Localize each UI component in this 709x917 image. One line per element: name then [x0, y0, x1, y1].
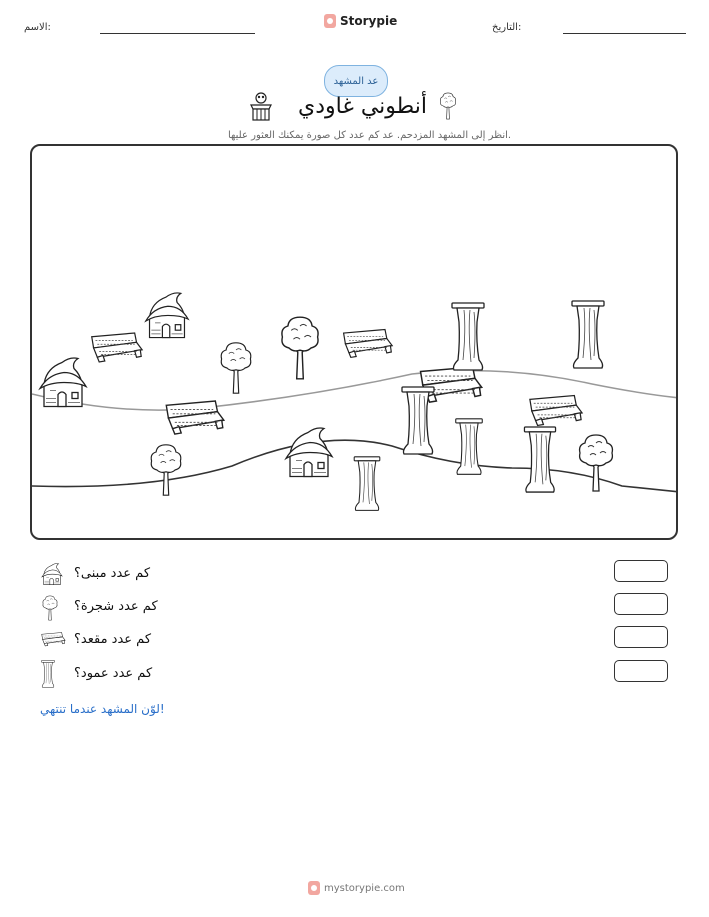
house-3	[286, 428, 332, 477]
question-4-column-icon	[40, 660, 56, 688]
column-4	[456, 419, 483, 475]
scene-count-badge: عد المشهد	[324, 65, 388, 97]
fountain-skull-icon	[249, 92, 273, 122]
name-label: الاسم:	[24, 22, 51, 33]
question-2-answer-box[interactable]	[614, 593, 668, 615]
bench-3	[166, 401, 224, 434]
tree-4	[580, 435, 613, 491]
bench-5	[530, 396, 582, 426]
brand-name: Storypie	[340, 14, 398, 28]
instructions-text: انظر إلى المشهد المزدحم. عد كم عدد كل صورة يمكنك العثور عليها.	[228, 130, 512, 141]
scene-illustration	[32, 146, 678, 540]
question-1-text: كم عدد مبنى؟	[74, 566, 151, 581]
column-2	[572, 301, 604, 368]
bench-1	[92, 333, 142, 362]
house-1	[146, 293, 188, 338]
question-2-tree-icon	[40, 595, 60, 621]
color-scene-note: لوّن المشهد عندما تنتهي!	[40, 702, 165, 716]
name-line[interactable]	[100, 33, 255, 34]
footer-storypie-icon	[308, 881, 320, 895]
question-4-text: كم عدد عمود؟	[74, 666, 153, 681]
tree-1	[282, 317, 318, 379]
brand-logo	[324, 14, 397, 28]
date-label: التاريخ:	[492, 22, 522, 33]
storypie-logo-icon	[324, 14, 336, 28]
bench-2	[344, 330, 393, 358]
crowded-scene-frame	[30, 144, 678, 540]
date-line[interactable]	[563, 33, 686, 34]
house-2	[40, 358, 86, 407]
question-1-house-icon	[40, 562, 64, 586]
column-6	[524, 427, 555, 492]
column-1	[452, 303, 484, 370]
footer-brand	[308, 881, 405, 895]
question-3-answer-box[interactable]	[614, 626, 668, 648]
question-1-answer-box[interactable]	[614, 560, 668, 582]
question-3-text: كم عدد مقعد؟	[74, 632, 152, 647]
column-5	[354, 457, 380, 511]
footer-url[interactable]: mystorypie.com	[324, 882, 405, 894]
bench-4	[421, 367, 482, 402]
tree-3	[151, 445, 181, 495]
question-3-bench-icon	[40, 630, 66, 648]
title-tree-icon	[438, 92, 458, 120]
hill-line-back	[32, 371, 678, 410]
tree-2	[221, 343, 251, 393]
page-title: أنطوني غاودي	[298, 94, 427, 119]
question-2-text: كم عدد شجرة؟	[74, 599, 158, 614]
question-4-answer-box[interactable]	[614, 660, 668, 682]
